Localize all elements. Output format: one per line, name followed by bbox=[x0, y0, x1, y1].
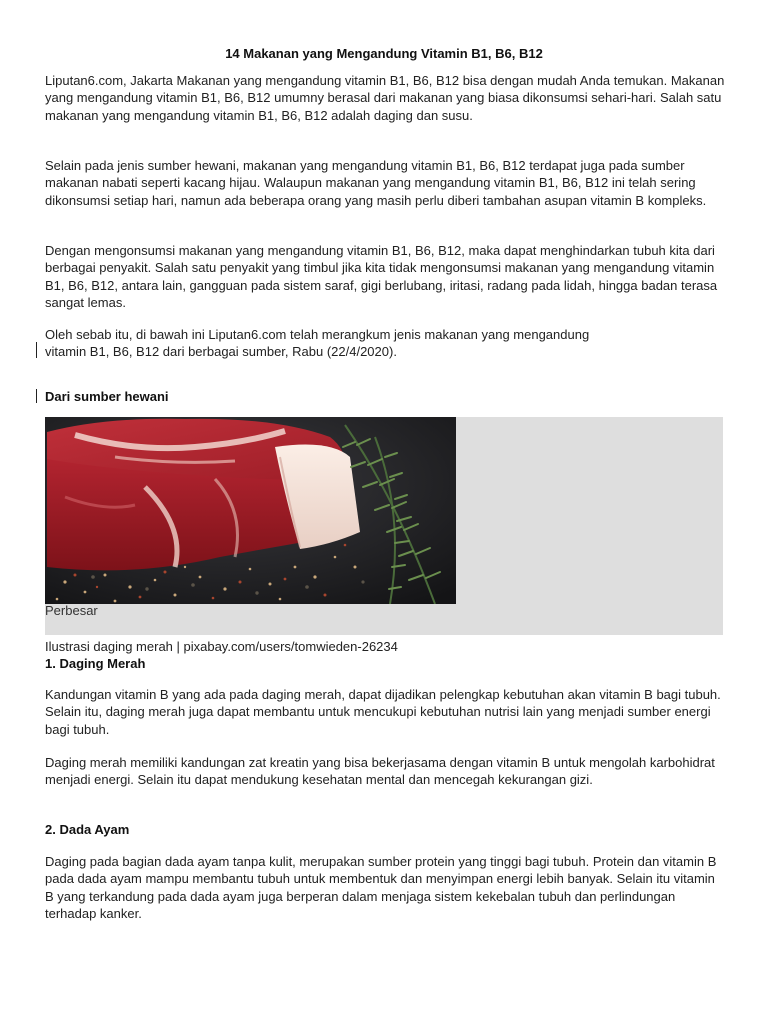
section-heading: Dari sumber hewani bbox=[45, 389, 169, 404]
item-paragraph: Daging pada bagian dada ayam tanpa kulit, merupakan sumber protein yang tinggi bagi tubuh. Protein dan vitamin B pada dada ayam mampu membantu tubuh untuk membentuk dan menyimpan energi lebih banyak. Selain itu vitamin B yang terkandung pada dada ayam juga berperan dalam menjaga sistem kekebalan tubuh dan perlindungan terhadap kanker. bbox=[45, 854, 717, 921]
zoom-label[interactable]: Perbesar bbox=[45, 603, 98, 618]
intro-paragraph-3: Dengan mengonsumsi makanan yang mengandung vitamin B1, B6, B12, maka dapat menghindarkan tubuh kita dari berbagai penyakit. Salah satu penyakit yang timbul jika kita tidak mengonsumsi makanan yang mengandung vitamin B1, B6, B12, antara lain, gangguan pada sistem saraf, gigi berlubang, iritasi, radang pada lidah, hingga badan terasa sangat lemas. bbox=[45, 243, 718, 310]
article-title: 14 Makanan yang Mengandung Vitamin B1, B6, B12 bbox=[225, 46, 543, 61]
image-caption: Ilustrasi daging merah | pixabay.com/users/tomwieden-26234 bbox=[45, 639, 398, 654]
item-paragraph: Daging merah memiliki kandungan zat kreatin yang bisa bekerjasama dengan vitamin B untuk mengolah karbohidrat menjadi energi. Selain itu dapat mendukung kesehatan mental dan mencegah kekurangan gizi. bbox=[45, 755, 715, 788]
meat-photo[interactable] bbox=[45, 417, 456, 604]
item-heading-dada-ayam: 2. Dada Ayam bbox=[45, 822, 130, 837]
image-container bbox=[45, 417, 723, 635]
intro-paragraph-1: Liputan6.com, Jakarta Makanan yang mengandung vitamin B1, B6, B12 bisa dengan mudah Anda temukan. Makanan yang mengandung vitamin B1, B6, B12 umumny berasal dari makanan yang biasa dikonsumsi sehari-hari. Salah satu makanan yang mengandung vitamin B1, B6, B12 adalah daging dan susu. bbox=[45, 73, 725, 123]
intro-paragraph-4: Oleh sebab itu, di bawah ini Liputan6.com telah merangkum jenis makanan yang mengandung vitamin B1, B6, B12 dari berbagai sumber, Rabu (22/4/2020). bbox=[45, 327, 590, 360]
intro-paragraph-2: Selain pada jenis sumber hewani, makanan yang mengandung vitamin B1, B6, B12 terdapat juga pada sumber makanan nabati seperti kacang hijau. Walaupun makanan yang mengandung vitamin B1, B6, B12 ini telah sering dikonsumsi setiap hari, namun ada beberapa orang yang masih perlu diberi tambahan asupan vitamin B kompleks. bbox=[45, 158, 707, 208]
text-cursor-mark bbox=[36, 342, 37, 358]
text-cursor-mark bbox=[36, 389, 37, 403]
item-paragraph: Kandungan vitamin B yang ada pada daging merah, dapat dijadikan pelengkap kebutuhan akan vitamin B bagi tubuh. Selain itu, daging merah juga dapat membantu untuk mencukupi kebutuhan nutrisi lain yang menjadi sumber energi bagi tubuh. bbox=[45, 687, 721, 737]
item-heading-daging-merah: 1. Daging Merah bbox=[45, 656, 146, 671]
